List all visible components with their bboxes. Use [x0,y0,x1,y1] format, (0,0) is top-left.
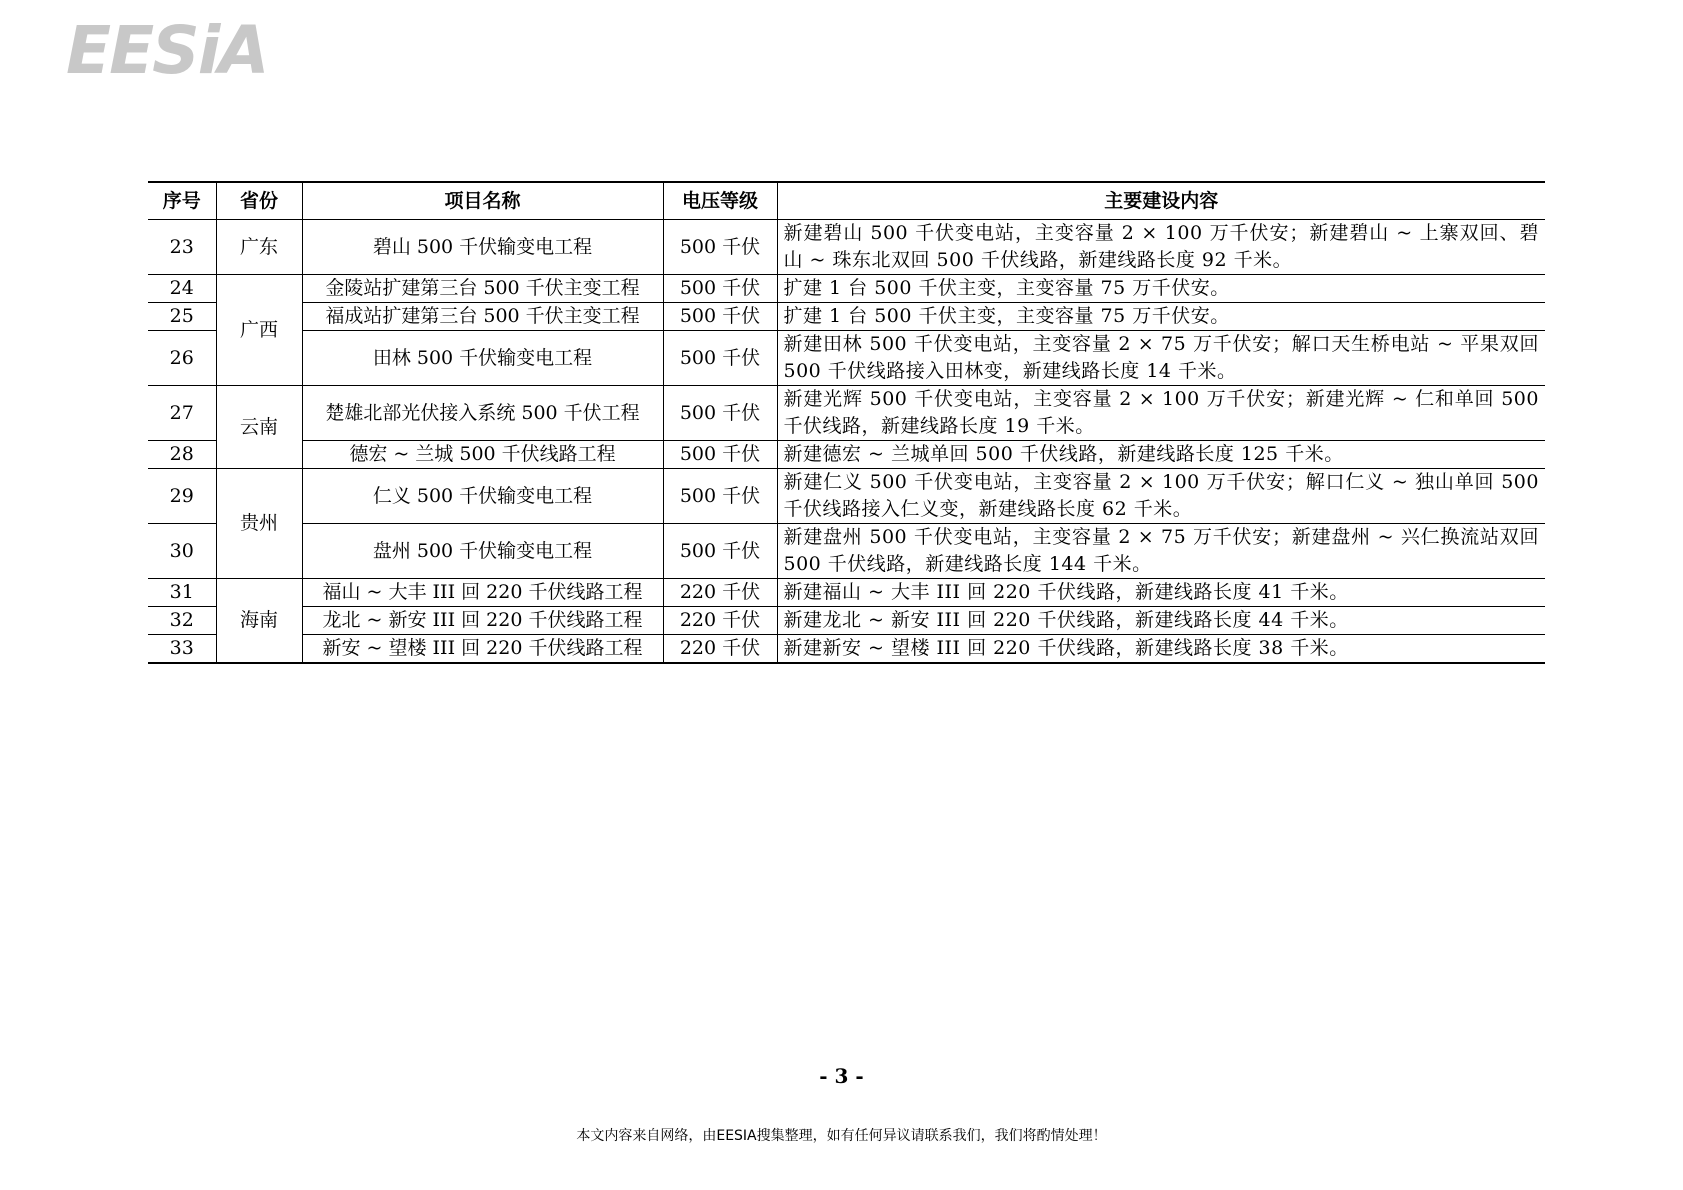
header-no: 序号 [148,182,216,220]
project-name: 田林 500 千伏输变电工程 [302,331,663,386]
table-row [148,275,1545,303]
voltage-level: 220 千伏 [663,579,777,607]
row-no: 24 [148,275,216,303]
construction-content: 新建新安 ~ 望楼 III 回 220 千伏线路，新建线路长度 38 千米。 [777,635,1545,664]
project-name: 盘州 500 千伏输变电工程 [302,524,663,579]
construction-content: 新建仁义 500 千伏变电站，主变容量 2 × 100 万千伏安；解口仁义 ~ 独山单回 500 千伏线路接入仁义变，新建线路长度 62 千米。 [777,469,1545,524]
project-name: 金陵站扩建第三台 500 千伏主变工程 [302,275,663,303]
row-no: 23 [148,220,216,275]
province-cell: 云南 [216,386,302,469]
voltage-level: 220 千伏 [663,607,777,635]
page-number: - 3 - [819,1064,864,1088]
project-name: 仁义 500 千伏输变电工程 [302,469,663,524]
project-name: 福山 ~ 大丰 III 回 220 千伏线路工程 [302,579,663,607]
row-no: 27 [148,386,216,441]
construction-content: 扩建 1 台 500 千伏主变，主变容量 75 万千伏安。 [777,275,1545,303]
table-row [148,579,1545,607]
construction-content: 新建德宏 ~ 兰城单回 500 千伏线路，新建线路长度 125 千米。 [777,441,1545,469]
voltage-level: 500 千伏 [663,331,777,386]
construction-content: 新建碧山 500 千伏变电站，主变容量 2 × 100 万千伏安；新建碧山 ~ 上寨双回、碧山 ~ 珠东北双回 500 千伏线路，新建线路长度 92 千米。 [777,220,1545,275]
construction-content: 新建福山 ~ 大丰 III 回 220 千伏线路，新建线路长度 41 千米。 [777,579,1545,607]
voltage-level: 220 千伏 [663,635,777,664]
table-row [148,303,1545,331]
header-content: 主要建设内容 [777,182,1545,220]
province-cell: 广西 [216,275,302,386]
row-no: 29 [148,469,216,524]
project-name: 福成站扩建第三台 500 千伏主变工程 [302,303,663,331]
voltage-level: 500 千伏 [663,220,777,275]
header-voltage: 电压等级 [663,182,777,220]
row-no: 26 [148,331,216,386]
voltage-level: 500 千伏 [663,524,777,579]
table-row [148,386,1545,441]
project-name: 碧山 500 千伏输变电工程 [302,220,663,275]
construction-content: 新建田林 500 千伏变电站，主变容量 2 × 75 万千伏安；解口天生桥电站 ~ 平果双回 500 千伏线路接入田林变，新建线路长度 14 千米。 [777,331,1545,386]
construction-content: 新建龙北 ~ 新安 III 回 220 千伏线路，新建线路长度 44 千米。 [777,607,1545,635]
province-cell: 海南 [216,579,302,664]
province-cell: 广东 [216,220,302,275]
table-row [148,331,1545,386]
construction-content: 新建盘州 500 千伏变电站，主变容量 2 × 75 万千伏安；新建盘州 ~ 兴仁换流站双回 500 千伏线路，新建线路长度 144 千米。 [777,524,1545,579]
voltage-level: 500 千伏 [663,303,777,331]
table-row [148,220,1545,275]
table-row [148,441,1545,469]
row-no: 25 [148,303,216,331]
eesia-logo: EESiA [66,12,268,89]
footer-disclaimer: 本文内容来自网络，由EESIA搜集整理，如有任何异议请联系我们，我们将酌情处理！ [576,1128,1107,1144]
table-row [148,524,1545,579]
table-row [148,635,1545,664]
project-name: 德宏 ~ 兰城 500 千伏线路工程 [302,441,663,469]
voltage-level: 500 千伏 [663,469,777,524]
construction-content: 扩建 1 台 500 千伏主变，主变容量 75 万千伏安。 [777,303,1545,331]
row-no: 33 [148,635,216,664]
project-table [148,181,1545,664]
row-no: 32 [148,607,216,635]
voltage-level: 500 千伏 [663,386,777,441]
construction-content: 新建光辉 500 千伏变电站，主变容量 2 × 100 万千伏安；新建光辉 ~ 仁和单回 500 千伏线路，新建线路长度 19 千米。 [777,386,1545,441]
province-cell: 贵州 [216,469,302,579]
row-no: 31 [148,579,216,607]
table-header-row [148,182,1545,220]
table-row [148,469,1545,524]
voltage-level: 500 千伏 [663,441,777,469]
row-no: 28 [148,441,216,469]
voltage-level: 500 千伏 [663,275,777,303]
header-province: 省份 [216,182,302,220]
project-name: 楚雄北部光伏接入系统 500 千伏工程 [302,386,663,441]
row-no: 30 [148,524,216,579]
project-name: 龙北 ~ 新安 III 回 220 千伏线路工程 [302,607,663,635]
header-project-name: 项目名称 [302,182,663,220]
table-row [148,607,1545,635]
project-name: 新安 ~ 望楼 III 回 220 千伏线路工程 [302,635,663,664]
